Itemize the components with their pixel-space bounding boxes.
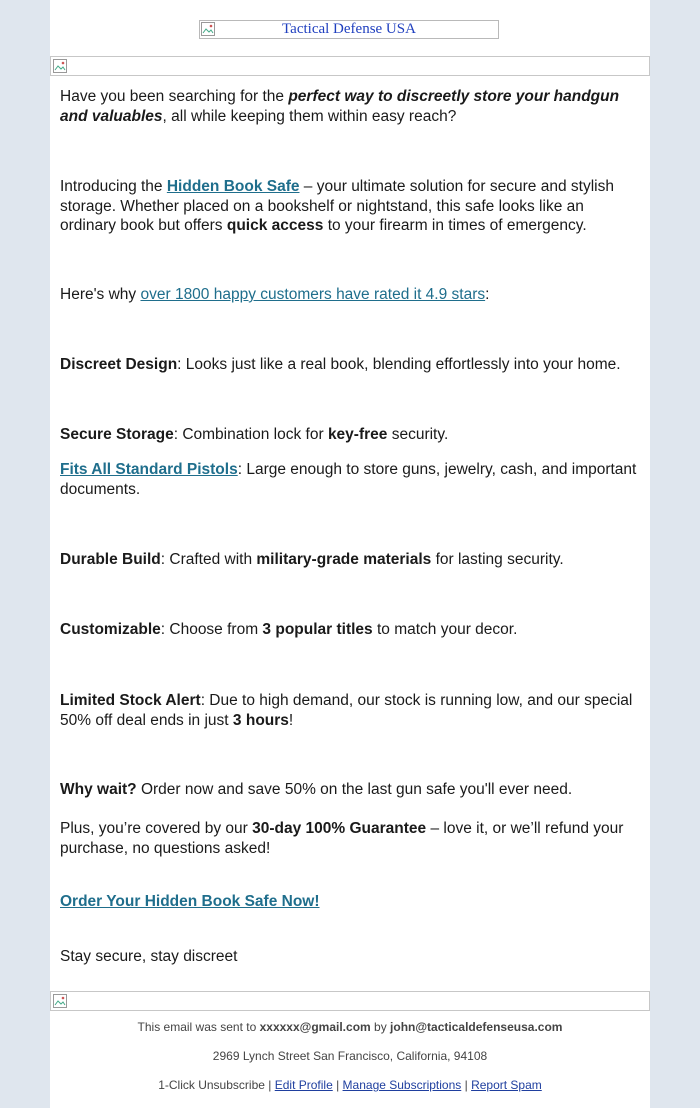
brand-logo-link[interactable] [199,20,499,39]
cta-container [60,892,640,912]
edit-profile-link[interactable]: Edit Profile [274,1078,333,1092]
order-now-cta-link[interactable]: Order Your Hidden Book Safe Now! [60,893,320,910]
manage-subscriptions-link[interactable]: Manage Subscriptions [342,1078,462,1092]
feature-fits-pistols: Fits All Standard Pistols: Large enough to store guns, jewelry, cash, and important documents. [60,461,637,498]
feature-customizable: Customizable: Choose from 3 popular titles to match your decor. [60,621,518,638]
email-container [50,0,650,1108]
broken-image-icon [53,994,67,1008]
introducing-paragraph: Introducing the Hidden Book Safe – your ultimate solution for secure and stylish storage. Whether placed on a bookshelf or nightstand, this safe looks like an ordinary book but offers quick access to your firearm in times of emergency. [60,178,614,234]
feature-secure-storage: Secure Storage: Combination lock for key-free security. [60,426,449,443]
intro-paragraph: Have you been searching for the perfect way to discreetly store your handgun and valuables, all while keeping them within easy reach? [60,88,620,125]
unsubscribe-text: 1-Click Unsubscribe [158,1078,265,1092]
footer-links: 1-Click Unsubscribe | Edit Profile | Manage Subscriptions | Report Spam [158,1078,542,1092]
why-wait-paragraph: Why wait? Order now and save 50% on the last gun safe you'll ever need. [60,781,573,798]
brand-logo-alt-text: Tactical Defense USA [282,21,416,37]
hidden-book-safe-link[interactable]: Hidden Book Safe [166,178,300,195]
feature-durable-build: Durable Build: Crafted with military-grade materials for lasting security. [60,551,564,568]
hero-image [50,56,650,76]
guarantee-paragraph: Plus, you’re covered by our 30-day 100% Guarantee – love it, or we’ll refund your purchase, no questions asked! [60,820,624,857]
ratings-paragraph: Here's why over 1800 happy customers have rated it 4.9 stars: [60,286,490,303]
footer-sent-to: This email was sent to xxxxxx@gmail.com by john@tacticaldefenseusa.com [137,1020,563,1034]
broken-image-icon [53,59,67,73]
ratings-link[interactable]: over 1800 happy customers have rated it 4.9 stars [140,286,486,303]
footer-banner-image [50,991,650,1011]
report-spam-link[interactable]: Report Spam [471,1078,542,1092]
broken-image-icon [201,22,215,36]
fits-all-standard-pistols-link[interactable]: Fits All Standard Pistols [60,461,238,478]
signoff-text: Stay secure, stay discreet [60,948,238,965]
footer-address: 2969 Lynch Street San Francisco, California, 94108 [212,1049,488,1063]
limited-stock-alert: Limited Stock Alert: Due to high demand, our stock is running low, and our special 50% off deal ends in just 3 hours! [60,692,633,729]
feature-discreet-design: Discreet Design: Looks just like a real book, blending effortlessly into your home. [60,356,621,373]
